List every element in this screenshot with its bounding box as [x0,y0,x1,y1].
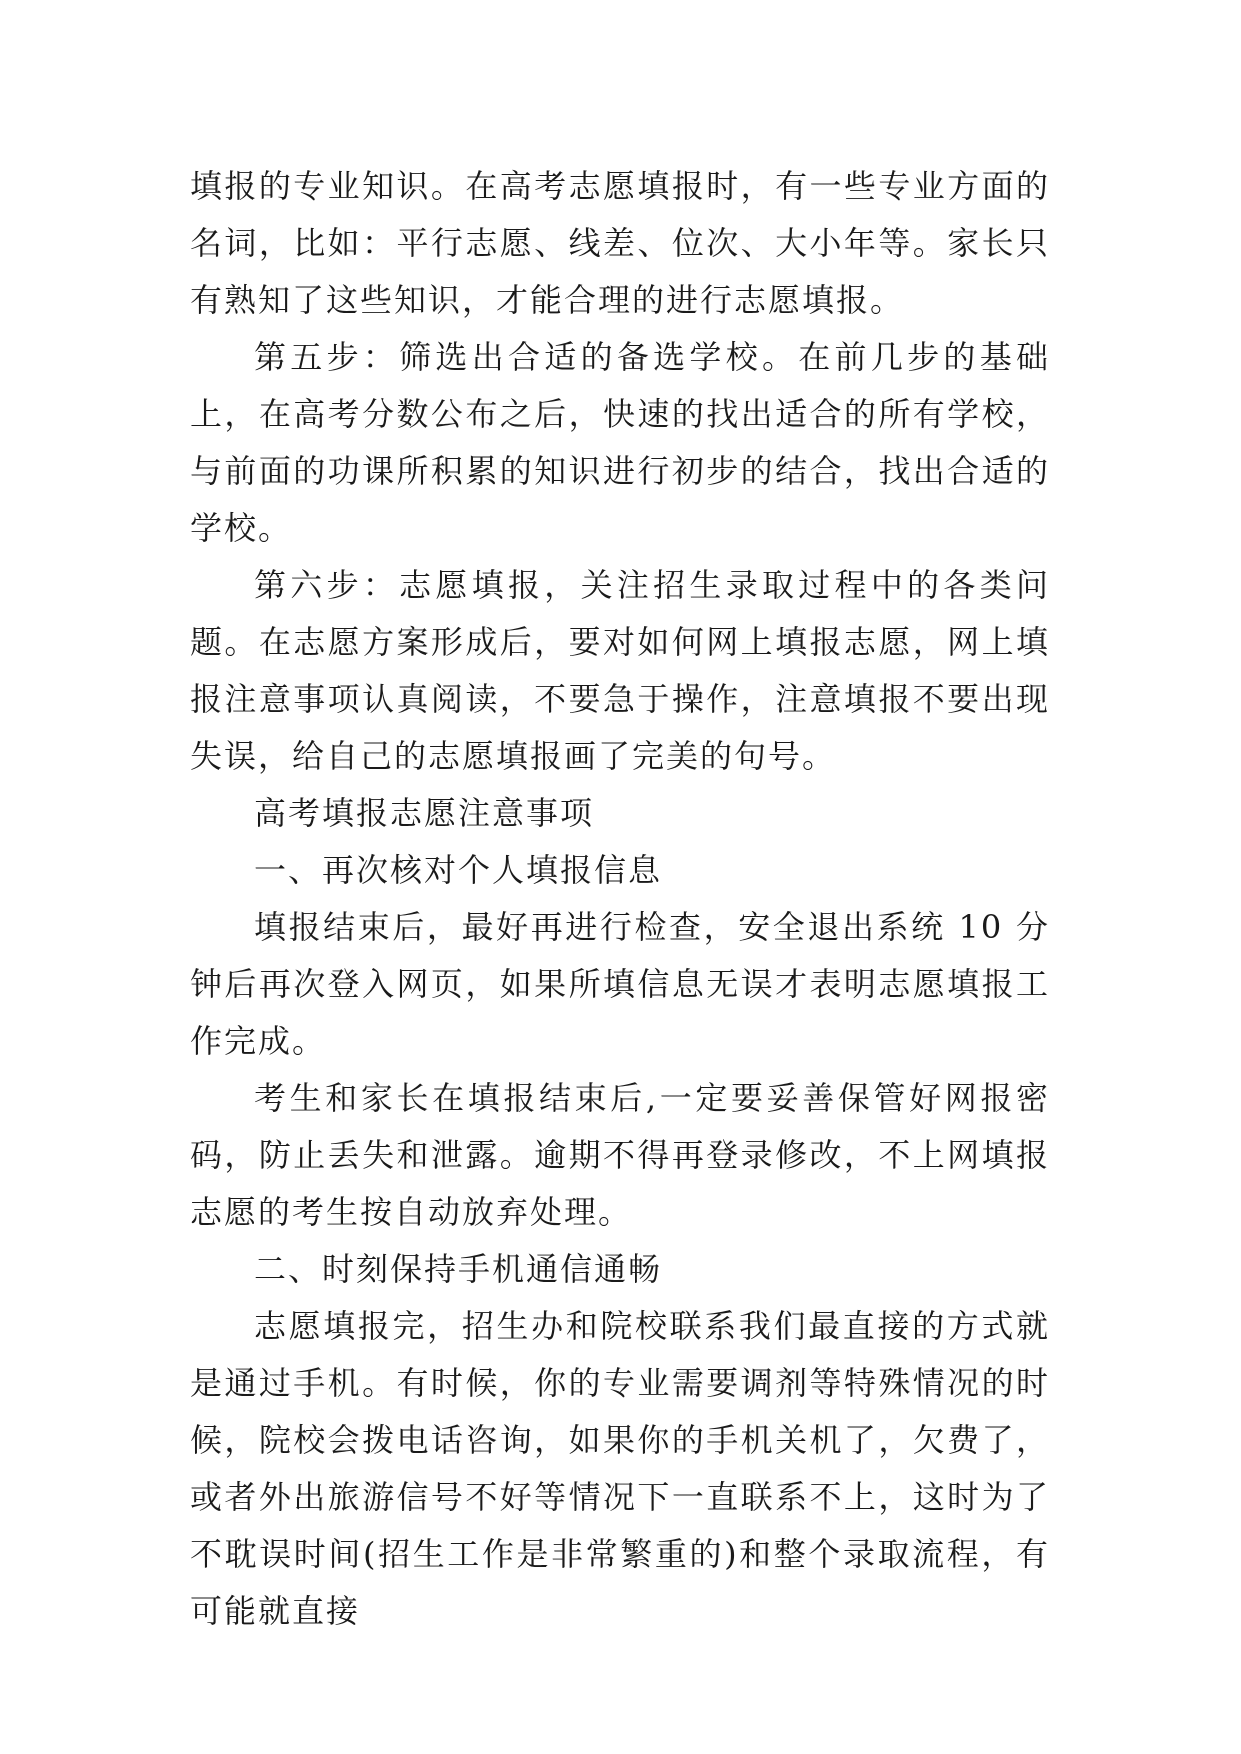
document-body [190,158,1050,1640]
paragraph-continuation: 填报的专业知识。在高考志愿填报时，有一些专业方面的名词，比如：平行志愿、线差、位次、大小年等。家长只有熟知了这些知识，才能合理的进行志愿填报。 [190,167,1050,319]
section-heading-notes: 高考填报志愿注意事项 [254,794,595,832]
paragraph-phone-contact: 志愿填报完，招生办和院校联系我们最直接的方式就是通过手机。有时候，你的专业需要调剂等特殊情况的时候，院校会拨电话咨询，如果你的手机关机了，欠费了，或者外出旅游信号不好等情况下一直联系不上，这时为了不耽误时间(招生工作是非常繁重的)和整个录取流程，有可能就直接 [190,1307,1050,1630]
subheading-phone-contact: 二、时刻保持手机通信通畅 [254,1250,663,1288]
paragraph-keep-password: 考生和家长在填报结束后,一定要妥善保管好网报密码，防止丢失和泄露。逾期不得再登录修改，不上网填报志愿的考生按自动放弃处理。 [190,1079,1050,1231]
paragraph-step-six: 第六步：志愿填报，关注招生录取过程中的各类问题。在志愿方案形成后，要对如何网上填报志愿，网上填报注意事项认真阅读，不要急于操作，注意填报不要出现失误，给自己的志愿填报画了完美的句号。 [190,566,1050,775]
paragraph-check-after-submit: 填报结束后，最好再进行检查，安全退出系统 10 分钟后再次登入网页，如果所填信息无误才表明志愿填报工作完成。 [190,908,1050,1060]
paragraph-step-five: 第五步：筛选出合适的备选学校。在前几步的基础上，在高考分数公布之后，快速的找出适合的所有学校，与前面的功课所积累的知识进行初步的结合，找出合适的学校。 [190,338,1050,547]
subheading-verify-info: 一、再次核对个人填报信息 [254,851,663,889]
